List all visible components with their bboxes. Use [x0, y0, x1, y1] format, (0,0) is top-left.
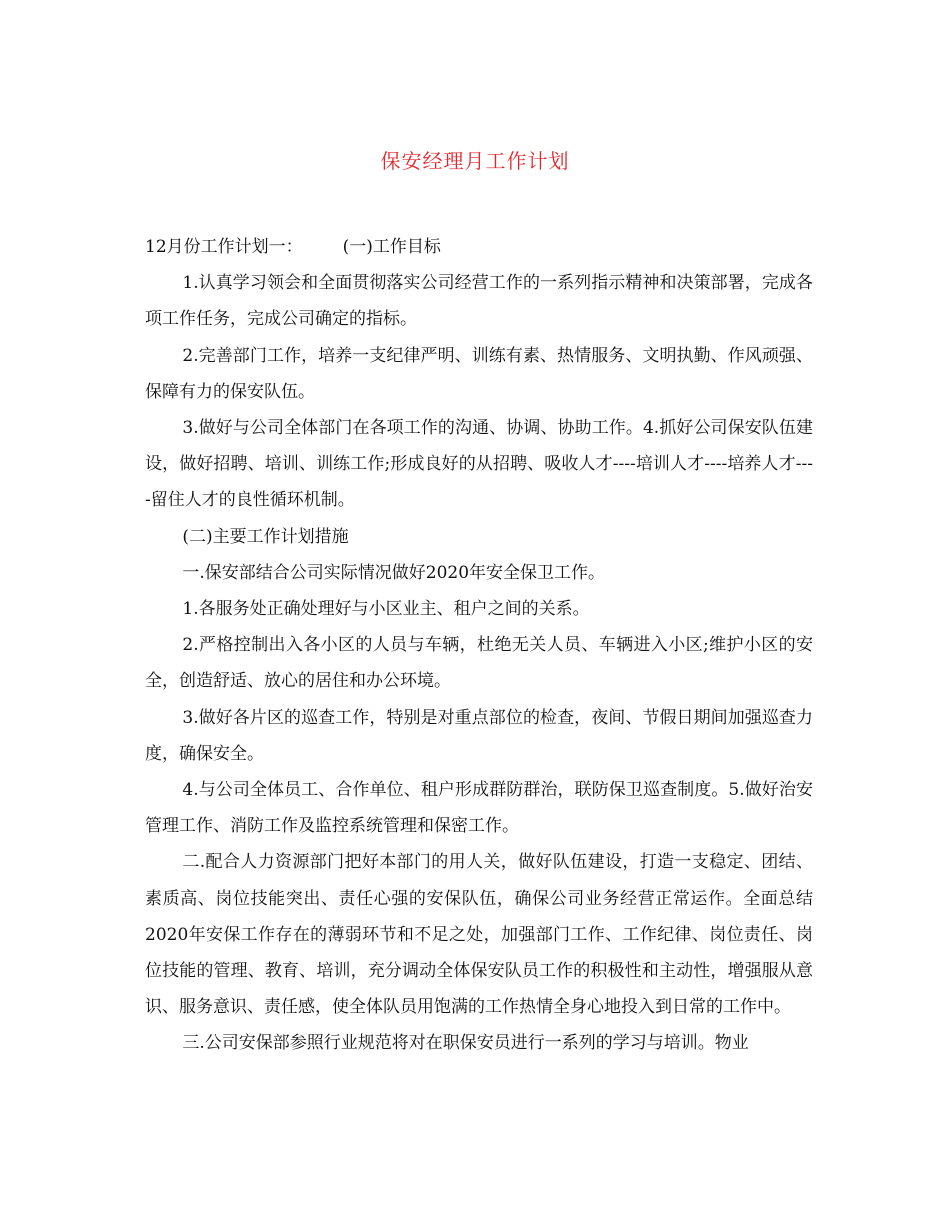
document-body: [145, 229, 813, 1062]
section-heading-work-goals: (一)工作目标: [342, 237, 441, 257]
paragraph: 3.做好各片区的巡查工作，特别是对重点部位的检查，夜间、节假日期间加强巡查力度，确保安全。: [145, 707, 813, 764]
paragraph: 1.各服务处正确处理好与小区业主、租户之间的关系。: [182, 599, 590, 620]
plan-label: 12月份工作计划一：: [145, 237, 303, 257]
paragraph: 一.保安部结合公司实际情况做好2020年安全保卫工作。: [182, 562, 606, 583]
paragraph: 二.配合人力资源部门把好本部门的用人关，做好队伍建设，打造一支稳定、团结、素质高、岗位技能突出、责任心强的安保队伍，确保公司业务经营正常运作。全面总结2020年安保工作存在的薄弱环节和不足之处，加强部门工作、工作纪律、岗位责任、岗位技能的管理、教育、培训，充分调动全体保安队员工作的积极性和主动性，增强服从意识、服务意识、责任感，使全体队员用饱满的工作热情全身心地投入到日常的工作中。: [145, 852, 813, 1018]
paragraph: 三.公司安保部参照行业规范将对在职保安员进行一系列的学习与培训。物业: [182, 1033, 749, 1054]
paragraph: 2.严格控制出入各小区的人员与车辆，杜绝无关人员、车辆进入小区;维护小区的安全，创造舒适、放心的居住和办公环境。: [145, 635, 813, 692]
paragraph: 2.完善部门工作，培养一支纪律严明、训练有素、热情服务、文明执勤、作风顽强、保障有力的保安队伍。: [145, 345, 813, 402]
paragraph: 3.做好与公司全体部门在各项工作的沟通、协调、协助工作。4.抓好公司保安队伍建设，做好招聘、培训、训练工作;形成良好的从招聘、吸收人才----培训人才----培养人才----留住人才的良性循环机制。: [145, 418, 813, 511]
intro-line: [145, 229, 813, 265]
paragraph: 1.认真学习领会和全面贯彻落实公司经营工作的一系列指示精神和决策部署，完成各项工作任务，完成公司确定的指标。: [145, 273, 813, 330]
document-title: 保安经理月工作计划: [380, 149, 570, 173]
section-heading-measures: (二)主要工作计划措施: [182, 526, 349, 547]
paragraph: 4.与公司全体员工、合作单位、租户形成群防群治，联防保卫巡查制度。5.做好治安管理工作、消防工作及监控系统管理和保密工作。: [145, 780, 813, 837]
